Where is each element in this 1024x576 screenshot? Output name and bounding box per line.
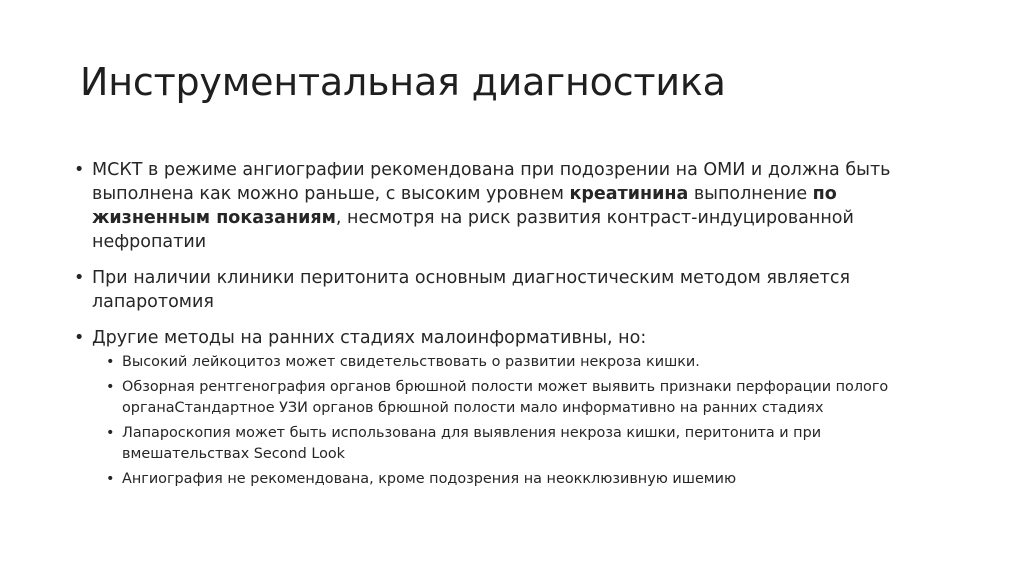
sub-bullet-icon: •: [106, 354, 115, 370]
sub-bullet-icon: •: [106, 471, 115, 487]
sub-item-angiography: [92, 469, 952, 490]
bullet-list: [72, 158, 952, 490]
sub-bullet-icon: •: [106, 425, 115, 441]
item-bold-creatinine: креатинина: [569, 184, 689, 204]
item-text: выполнение: [688, 184, 813, 204]
sub-item-laparoscopy: [92, 423, 952, 465]
sub-item-text: Высокий лейкоцитоз может свидетельствовать о развитии некроза кишки.: [122, 354, 700, 370]
sub-item-text: Ангиография не рекомендована, кроме подозрения на неокклюзивную ишемию: [122, 471, 737, 487]
item-text: МСКТ в режиме ангиографии рекомендована при подозрении на ОМИ и должна быть выполнена как можно раньше, с высоким уровнем: [92, 160, 891, 204]
sub-bullet-list: [92, 352, 952, 490]
bullet-icon: •: [74, 160, 85, 180]
item-text: При наличии клиники перитонита основным диагностическим методом является лапаротомия: [92, 268, 850, 312]
bullet-icon: •: [74, 328, 85, 348]
item-text: , несмотря на риск развития контраст-индуцированной нефропатии: [92, 208, 854, 252]
slide-title: Инструментальная диагностика: [80, 60, 726, 104]
item-text: Другие методы на ранних стадиях малоинформативны, но:: [92, 328, 647, 348]
item-bold-vital-indications: по жизненным показаниям: [92, 184, 837, 228]
sub-item-xray: [92, 377, 952, 419]
sub-bullet-icon: •: [106, 379, 115, 395]
list-item-msct: [72, 158, 952, 254]
sub-item-leukocytosis: [92, 352, 952, 373]
list-item-peritonitis: [72, 266, 952, 314]
sub-item-text: Обзорная рентгенография органов брюшной полости может выявить признаки перфорации полого органаСтандартное УЗИ органов брюшной полости мало информативно на ранних стадиях: [122, 379, 889, 416]
sub-item-text: Лапароскопия может быть использована для выявления некроза кишки, перитонита и при вмешательствах Second Look: [122, 425, 822, 462]
slide-body: [72, 158, 952, 502]
list-item-other-methods: [72, 326, 952, 490]
bullet-icon: •: [74, 268, 85, 288]
